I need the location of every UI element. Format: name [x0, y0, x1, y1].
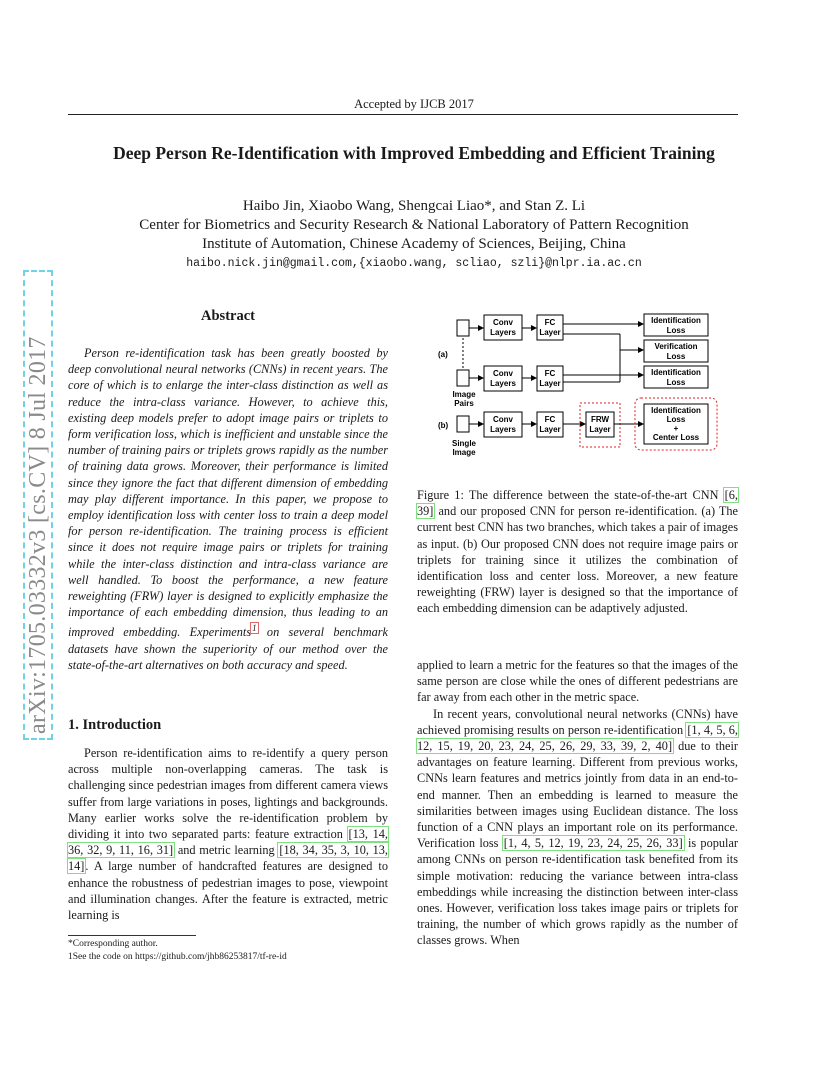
affiliation-2: Institute of Automation, Chinese Academy of Sciences, Beijing, China	[202, 236, 626, 252]
intro-text-b: and metric learning	[174, 843, 279, 858]
abstract-text	[68, 345, 388, 673]
image-pairs-label: Image	[452, 390, 476, 399]
citation-link[interactable]: [1, 4, 5, 6, 12, 15, 19, 20, 23, 24, 25, 26, 29, 33, 39, 2, 40]	[417, 722, 738, 754]
citation-link[interactable]: [13, 14, 36, 32, 9, 11, 16, 31]	[68, 827, 389, 858]
intro-text-a: Person re-identification aims to re-identify a query person across multiple non-overlapping cameras. The task is challenging since pedestrian images from different camera views suffer from large variations in poses, lightings and backgrounds. Many earlier works solve the re-identification problem by dividing it into two separated parts: feature extraction	[68, 746, 388, 842]
caption-text-a: Figure 1: The difference between the state-of-the-art CNN	[417, 488, 724, 502]
center-loss-label: +	[673, 424, 679, 433]
center-loss-label: Identification	[651, 406, 701, 415]
citation-link[interactable]: [18, 34, 35, 3, 10, 13, 14]	[68, 843, 389, 874]
intro-text-c: . A large number of handcrafted features are designed to enhance the robustness of pedestrian images to pose, viewpoint and illumination changes. After the feature is extracted, metric learning is	[68, 859, 388, 923]
conv-label: Layers	[490, 328, 516, 337]
center-loss-label: Center Loss	[652, 433, 700, 442]
conv-label: Conv	[493, 415, 513, 424]
conv-label: Conv	[493, 369, 513, 378]
para-text: is popular among CNNs on person re-identification task benefited from its simple motivation: reducing the variance between intra-class embeddings while increasing the distinction between inter-class ones. However, verification loss takes image pairs or triplets for training, the number of which grows rapidly as the number of classes grows. When	[417, 836, 738, 948]
citation-link[interactable]: [6, 39]	[417, 488, 738, 519]
ver-loss-label: Loss	[666, 352, 686, 361]
input-image-box	[457, 320, 469, 336]
citation-link[interactable]: [1, 4, 5, 12, 19, 23, 24, 25, 26, 33]	[503, 836, 683, 851]
footnote-1: *Corresponding author.	[68, 939, 158, 949]
fc-label: Layer	[539, 328, 561, 337]
center-loss-label: Loss	[666, 415, 686, 424]
footnote-2: 1See the code on https://github.com/jhb86253817/tf-re-id	[68, 951, 287, 962]
footnote-rule	[68, 935, 196, 936]
id-loss-label: Identification	[651, 316, 701, 325]
fc-label: Layer	[539, 379, 561, 388]
figure-1-caption	[417, 487, 738, 617]
para-text: due to their advantages on feature learning. Different from previous works, CNNs learn features and metrics jointly from data in an end-to-end manner. Then an embedding is learned to measure the similarities between images using Euclidean distance. The loss function of a CNN plays an important role on its performance. Verification loss	[417, 739, 739, 851]
right-column-text	[417, 657, 738, 949]
frw-label: FRW	[590, 415, 610, 424]
abstract-body: Person re-identification task has been greatly boosted by deep convolutional neural networks (CNNs) in recent years. The core of which is to enlarge the inter-class distinction as well as reduce the intra-class variance. However, to achieve this, existing deep models prefer to adopt image pairs or triplets to form verification loss, which is inefficient and unstable since the number of training pairs or triplets grows rapidly as the number of training data grows. Moreover, their performance is limited since they ignore the fact that different dimension of embedding may play different importance. In this paper, we propose to employ identification loss with center loss to train a deep model for person re-identification. The training process is efficient since it does not require image pairs or triplets for training while the inter-class distinction and intra-class variance are well handled. To boost the performance, a new feature reweighting (FRW) layer is designed to explicitly emphasize the importance of each embedding dimension, thus leading to an improved embedding. Experiments	[68, 346, 388, 640]
accepted-header: Accepted by IJCB 2017	[354, 97, 474, 111]
fc-label: FC	[544, 318, 556, 327]
ver-loss-label: Verification	[654, 342, 698, 351]
authors: Haibo Jin, Xiaobo Wang, Shengcai Liao*, and Stan Z. Li	[242, 198, 586, 214]
input-image-box	[457, 416, 469, 432]
paragraph	[417, 706, 738, 949]
image-pairs-label: Pairs	[454, 399, 474, 408]
intro-paragraph	[68, 745, 388, 923]
conv-label: Layers	[490, 425, 516, 434]
abstract-body-end: on several benchmark datasets have shown the superiority of our method over the state-of-the-art alternatives on both accuracy and speed.	[68, 625, 388, 672]
author-emails: haibo.nick.jin@gmail.com,{xiaobo.wang, scliao, szli}@nlpr.ia.ac.cn	[186, 257, 642, 270]
label-b: (b)	[438, 421, 449, 430]
intro-heading: 1. Introduction	[68, 717, 162, 733]
id-loss-label: Identification	[651, 368, 701, 377]
label-a: (a)	[438, 350, 448, 359]
author-block	[0, 197, 828, 254]
affiliation-1: Center for Biometrics and Security Research & National Laboratory of Pattern Recognition	[139, 217, 689, 233]
footnotes	[68, 938, 388, 963]
footnote-ref[interactable]: 1	[252, 623, 257, 634]
input-image-box	[457, 370, 469, 386]
paper-title: Deep Person Re-Identification with Improved Embedding and Efficient Training	[113, 143, 715, 163]
conv-label: Layers	[490, 379, 516, 388]
paragraph: applied to learn a metric for the features so that the images of the same person are close while the ones of different pedestrians are far away from each other in the metric space.	[417, 658, 738, 705]
para-text: In recent years, convolutional neural networks (CNNs) have achieved promising results on person re-identification	[417, 706, 738, 737]
single-image-label: Image	[452, 448, 476, 457]
abstract-heading: Abstract	[201, 308, 255, 324]
conv-label: Conv	[493, 318, 513, 327]
fc-label: FC	[544, 415, 556, 424]
figure-1-diagram	[430, 312, 730, 462]
caption-text-b: and our proposed CNN for person re-identification. (a) The current best CNN has two branches, which takes a pair of images as input. (b) Our proposed CNN does not require image pairs or triplets for training since it utilizes the combination of identification loss and center loss. Moreover, a new feature reweighting (FRW) layer is designed so that the importance of each embedding dimension can be adaptively adjusted.	[417, 504, 738, 616]
header-rule	[68, 114, 738, 115]
id-loss-label: Loss	[666, 326, 686, 335]
fc-label: FC	[544, 369, 556, 378]
frw-label: Layer	[589, 425, 611, 434]
arxiv-stamp[interactable]: arXiv:1705.03332v3 [cs.CV] 8 Jul 2017	[23, 270, 53, 740]
id-loss-label: Loss	[666, 378, 686, 387]
fc-label: Layer	[539, 425, 561, 434]
single-image-label: Single	[451, 439, 477, 448]
